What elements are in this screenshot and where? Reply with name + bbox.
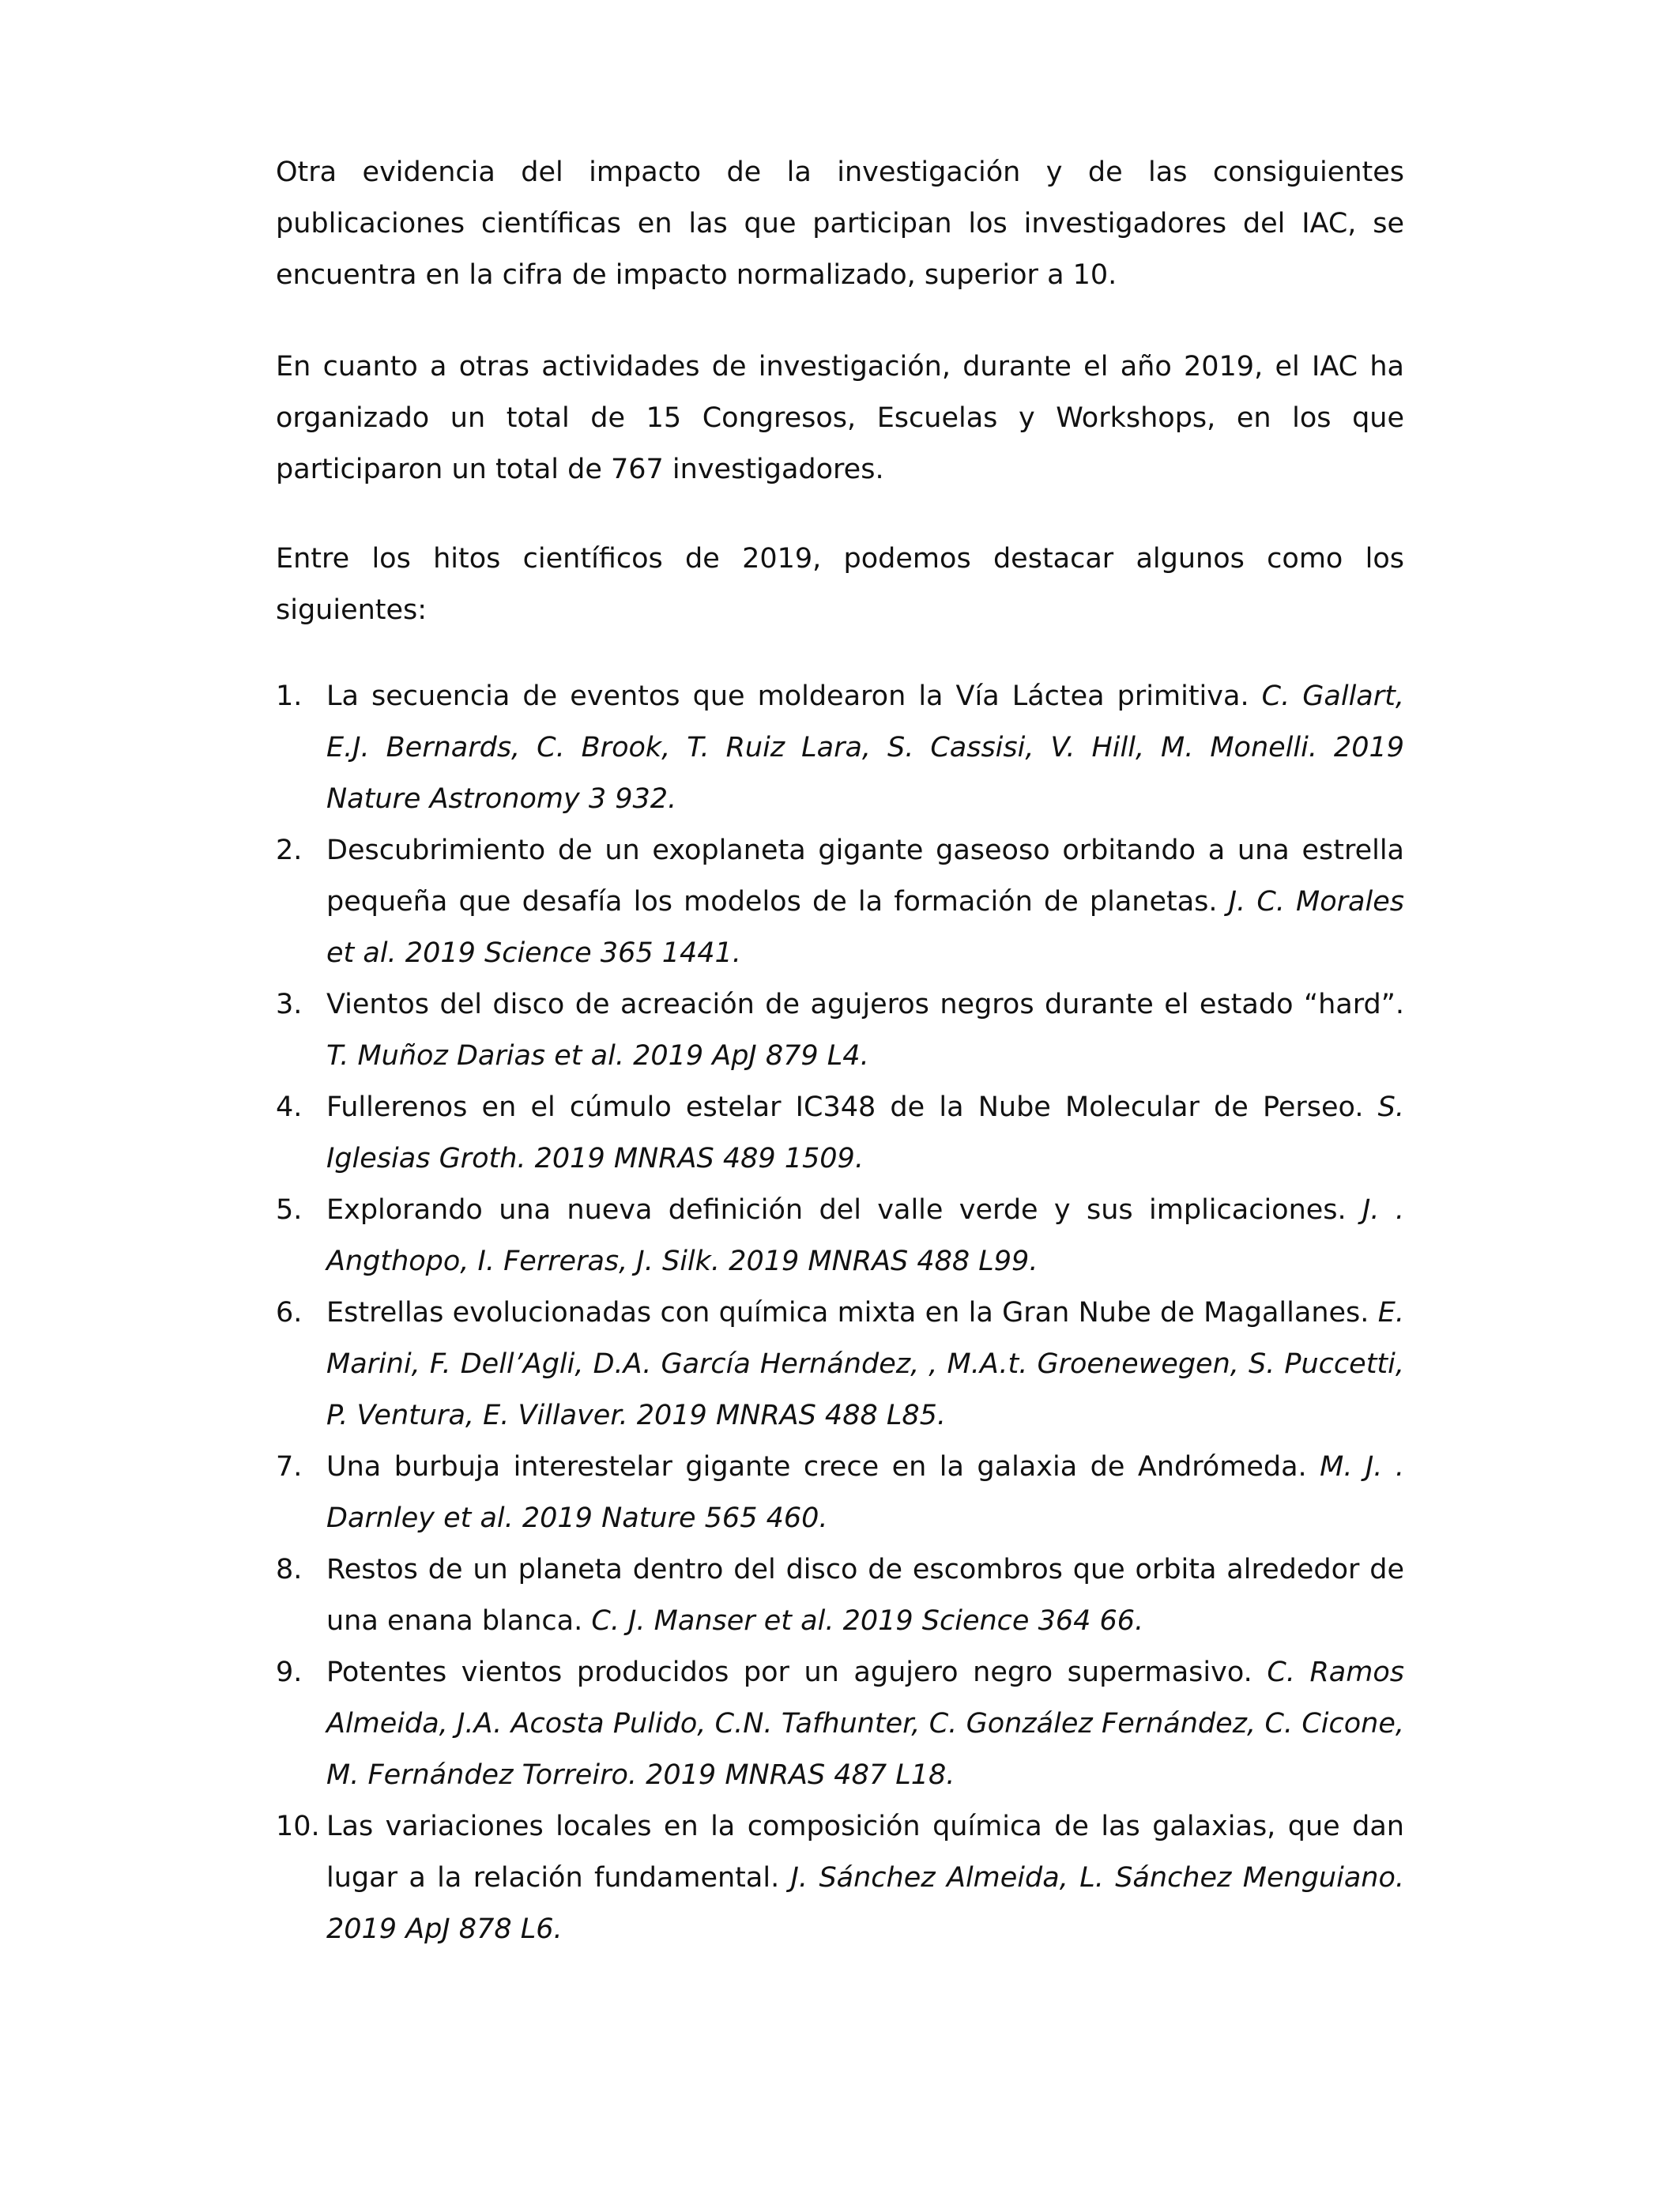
milestone-citation: C. J. Manser et al. 2019 Science 364 66.: [591, 1605, 1144, 1637]
list-number: 1.: [276, 680, 303, 712]
milestone-text: Explorando una nueva definición del valle verde y sus implicaciones.: [326, 1194, 1347, 1226]
list-item: [276, 1082, 1404, 1185]
list-number: 10.: [276, 1811, 320, 1842]
list-item: [276, 979, 1404, 1082]
milestone-text: Descubrimiento de un exoplaneta gigante gaseoso orbitando a una estrella pequeña que desafía los modelos de la formación de planetas.: [326, 835, 1404, 918]
milestone-citation: J. C. Morales et al. 2019 Science 365 1441.: [326, 886, 1404, 969]
milestone-citation: E. Marini, F. Dell’Agli, D.A. García Hernández, , M.A.t. Groenewegen, S. Puccetti, P. Ventura, E. Villaver. 2019 MNRAS 488 L85.: [326, 1297, 1404, 1431]
milestone-text: Una burbuja interestelar gigante crece en la galaxia de Andrómeda.: [326, 1451, 1307, 1483]
milestone-text: La secuencia de eventos que moldearon la Vía Láctea primitiva.: [326, 680, 1249, 712]
milestone-citation: C. Gallart, E.J. Bernards, C. Brook, T. Ruiz Lara, S. Cassisi, V. Hill, M. Monelli. 2019 Nature Astronomy 3 932.: [326, 680, 1404, 815]
list-item: [276, 671, 1404, 825]
list-number: 2.: [276, 835, 303, 866]
list-item: [276, 1442, 1404, 1544]
paragraph-milestones-intro: Entre los hitos científicos de 2019, podemos destacar algunos como los siguientes:: [276, 543, 1404, 626]
list-item: [276, 1185, 1404, 1287]
milestone-citation: M. J. . Darnley et al. 2019 Nature 565 460.: [326, 1451, 1404, 1534]
paragraph-activities: En cuanto a otras actividades de investigación, durante el año 2019, el IAC ha organizado un total de 15 Congresos, Escuelas y Workshops, en los que participaron un total de 767 investigadores.: [276, 351, 1404, 485]
list-number: 8.: [276, 1554, 303, 1585]
milestone-text: Las variaciones locales en la composición química de las galaxias, que dan lugar a la relación fundamental.: [326, 1811, 1404, 1894]
paragraph-impact: Otra evidencia del impacto de la investigación y de las consiguientes publicaciones científicas en las que participan los investigadores del IAC, se encuentra en la cifra de impacto normalizado, superior a 10.: [276, 156, 1404, 291]
list-item: [276, 825, 1404, 979]
list-item: [276, 1801, 1404, 1955]
list-item: [276, 1544, 1404, 1647]
document-page: [276, 147, 1404, 1955]
list-number: 7.: [276, 1451, 303, 1483]
milestone-text: Fullerenos en el cúmulo estelar IC348 de la Nube Molecular de Perseo.: [326, 1091, 1364, 1123]
milestone-text: Estrellas evolucionadas con química mixta en la Gran Nube de Magallanes.: [326, 1297, 1369, 1329]
list-number: 5.: [276, 1194, 303, 1226]
milestone-text: Restos de un planeta dentro del disco de escombros que orbita alrededor de una enana blanca.: [326, 1554, 1404, 1637]
list-number: 9.: [276, 1657, 303, 1688]
list-item: [276, 1647, 1404, 1801]
milestone-citation: C. Ramos Almeida, J.A. Acosta Pulido, C.N. Tafhunter, C. González Fernández, C. Cicone, M. Fernández Torreiro. 2019 MNRAS 487 L18.: [326, 1657, 1404, 1791]
milestone-text: Potentes vientos producidos por un agujero negro supermasivo.: [326, 1657, 1252, 1688]
milestone-citation: S. Iglesias Groth. 2019 MNRAS 489 1509.: [326, 1091, 1404, 1174]
list-number: 3.: [276, 989, 303, 1020]
milestones-list: [276, 671, 1404, 1955]
milestone-citation: J. Sánchez Almeida, L. Sánchez Menguiano. 2019 ApJ 878 L6.: [326, 1862, 1404, 1945]
list-number: 6.: [276, 1297, 303, 1329]
list-item: [276, 1287, 1404, 1442]
milestone-text: Vientos del disco de acreación de agujeros negros durante el estado “hard”.: [326, 989, 1404, 1020]
milestone-citation: T. Muñoz Darias et al. 2019 ApJ 879 L4.: [326, 1040, 869, 1072]
list-number: 4.: [276, 1091, 303, 1123]
milestone-citation: J. . Angthopo, I. Ferreras, J. Silk. 2019 MNRAS 488 L99.: [326, 1194, 1404, 1277]
